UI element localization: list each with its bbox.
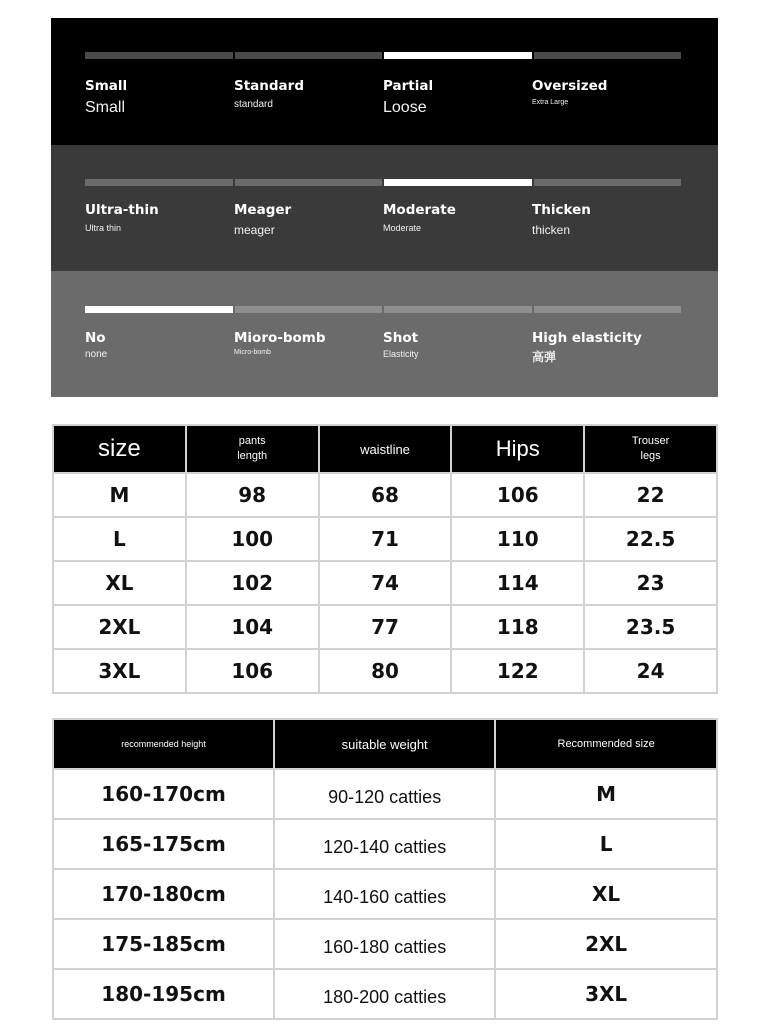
cell-hips: 118 [451, 605, 584, 649]
thickness-scale [85, 179, 681, 186]
cell-size: M [53, 473, 186, 517]
cell-recommended-size: 3XL [495, 969, 717, 1019]
table-row [53, 561, 717, 605]
cell-pants-length: 98 [186, 473, 319, 517]
version-band [51, 18, 718, 145]
cell-weight: 140-160 catties [274, 869, 495, 919]
table-row [53, 819, 717, 869]
cell-height: 180-195cm [53, 969, 274, 1019]
attribute-panel [51, 18, 718, 397]
elasticity-bar-none [85, 306, 233, 313]
version-bar-standard [235, 52, 383, 59]
cell-pants-length: 106 [186, 649, 319, 693]
cell-waistline: 68 [319, 473, 452, 517]
table-row [53, 605, 717, 649]
cell-waistline: 80 [319, 649, 452, 693]
version-option: Small Small [85, 78, 128, 116]
elasticity-bar-micro [235, 306, 383, 313]
header-hips: Hips [451, 425, 584, 473]
elasticity-scale [85, 306, 681, 313]
thickness-option: Thicken thicken [532, 202, 591, 237]
cell-size: L [53, 517, 186, 561]
cell-pants-length: 104 [186, 605, 319, 649]
cell-trouser-legs: 22 [584, 473, 717, 517]
elasticity-option: Shot Elasticity [383, 330, 419, 359]
version-bar-oversized [534, 52, 682, 59]
cell-hips: 122 [451, 649, 584, 693]
table-row [53, 869, 717, 919]
cell-weight: 90-120 catties [274, 769, 495, 819]
cell-trouser-legs: 23.5 [584, 605, 717, 649]
table-row [53, 969, 717, 1019]
thickness-bar-thicken [534, 179, 682, 186]
thickness-bar-meager [235, 179, 383, 186]
table-row [53, 473, 717, 517]
cell-waistline: 77 [319, 605, 452, 649]
cell-size: XL [53, 561, 186, 605]
elasticity-option: No none [85, 330, 108, 360]
cell-pants-length: 100 [186, 517, 319, 561]
header-waistline: waistline [319, 425, 452, 473]
version-option: Oversized Extra Large [532, 78, 608, 106]
cell-hips: 110 [451, 517, 584, 561]
cell-waistline: 74 [319, 561, 452, 605]
version-bar-partial [384, 52, 532, 59]
cell-recommended-size: M [495, 769, 717, 819]
cell-trouser-legs: 22.5 [584, 517, 717, 561]
thickness-bar-ultra-thin [85, 179, 233, 186]
size-chart-table [52, 424, 718, 694]
thickness-bar-moderate [384, 179, 532, 186]
cell-recommended-size: XL [495, 869, 717, 919]
header-recommended-height: recommended height [53, 719, 274, 769]
version-scale [85, 52, 681, 59]
thickness-option: Moderate Moderate [383, 202, 456, 233]
version-bar-small [85, 52, 233, 59]
cell-height: 175-185cm [53, 919, 274, 969]
table-row [53, 919, 717, 969]
cell-height: 170-180cm [53, 869, 274, 919]
table-row [53, 517, 717, 561]
elasticity-band [51, 271, 718, 397]
elasticity-bar-high [534, 306, 682, 313]
cell-size: 2XL [53, 605, 186, 649]
elasticity-option: High elasticity 高弹 [532, 330, 642, 364]
cell-trouser-legs: 23 [584, 561, 717, 605]
table-header-row [53, 425, 717, 473]
table-row [53, 649, 717, 693]
thickness-option: Meager meager [234, 202, 292, 237]
cell-height: 165-175cm [53, 819, 274, 869]
cell-recommended-size: L [495, 819, 717, 869]
thickness-band [51, 145, 718, 271]
table-row [53, 769, 717, 819]
cell-trouser-legs: 24 [584, 649, 717, 693]
elasticity-option: Mioro-bomb Micro-bomb [234, 330, 326, 356]
cell-weight: 120-140 catties [274, 819, 495, 869]
header-suitable-weight: suitable weight [274, 719, 495, 769]
version-option: Standard standard [234, 78, 304, 110]
cell-height: 160-170cm [53, 769, 274, 819]
cell-waistline: 71 [319, 517, 452, 561]
cell-hips: 114 [451, 561, 584, 605]
cell-size: 3XL [53, 649, 186, 693]
cell-recommended-size: 2XL [495, 919, 717, 969]
version-option: Partial Loose [383, 78, 434, 116]
header-size: size [53, 425, 186, 473]
header-trouser-legs: Trouser legs [584, 425, 717, 473]
header-pants-length: pants length [186, 425, 319, 473]
elasticity-bar-shot [384, 306, 532, 313]
cell-pants-length: 102 [186, 561, 319, 605]
header-recommended-size: Recommended size [495, 719, 717, 769]
table-header-row [53, 719, 717, 769]
cell-hips: 106 [451, 473, 584, 517]
recommendation-table [52, 718, 718, 1020]
cell-weight: 160-180 catties [274, 919, 495, 969]
cell-weight: 180-200 catties [274, 969, 495, 1019]
thickness-option: Ultra-thin Ultra thin [85, 202, 159, 233]
